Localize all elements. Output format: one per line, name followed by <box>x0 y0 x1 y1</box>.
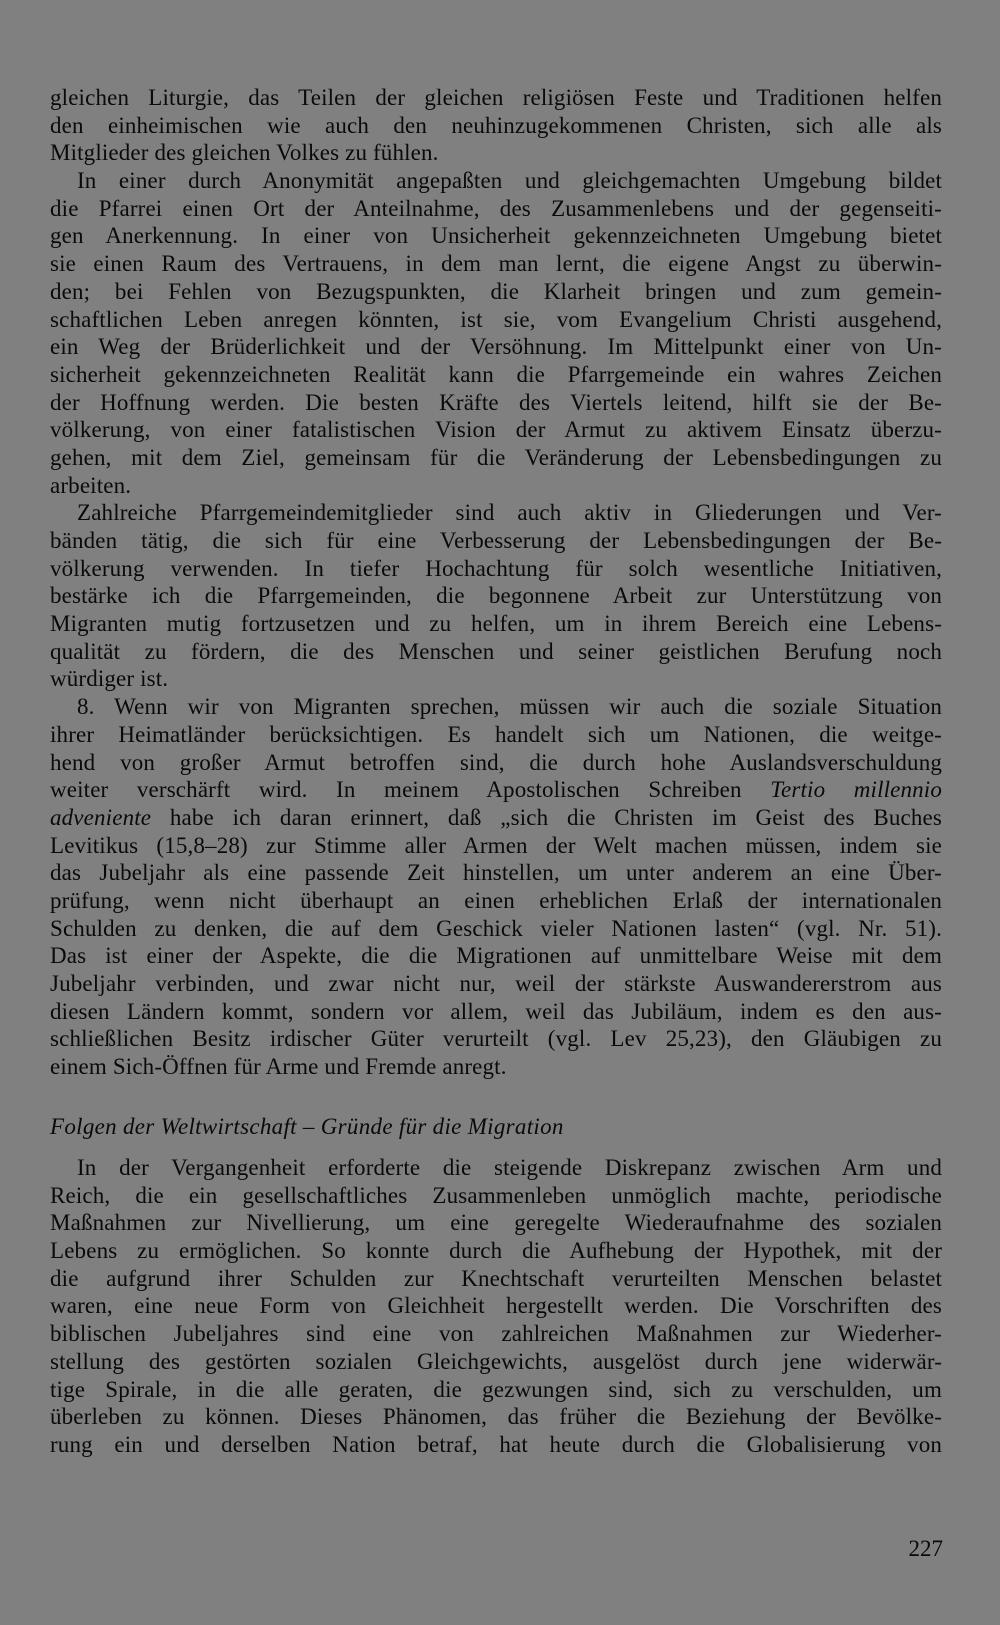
text-line <box>50 776 942 804</box>
book-title-italic: Tertio millennio <box>770 777 942 803</box>
text-line: biblischen Jubeljahres sind eine von zahlreichen Maßnahmen zur Wiederher- <box>50 1321 942 1347</box>
text-line: Mitglieder des gleichen Volkes zu fühlen. <box>50 140 439 166</box>
body-text-lower <box>50 1154 942 1459</box>
text-line: rung ein und derselben Nation betraf, hat heute durch die Globalisierung von <box>50 1431 942 1457</box>
text-line: Zahlreiche Pfarrgemeindemitglieder sind auch aktiv in Gliederungen und Ver- <box>77 500 942 526</box>
text-line: In einer durch Anonymität angepaßten und gleichgemachten Umgebung bildet <box>77 168 942 194</box>
text-line: Schulden zu denken, die auf dem Geschick vieler Nationen lasten“ (vgl. Nr. 51). <box>50 915 942 941</box>
section-heading: Folgen der Weltwirtschaft – Gründe für die Migration <box>50 1114 564 1139</box>
text-line: den einheimischen wie auch den neuhinzugekommenen Christen, sich alle als <box>50 112 942 138</box>
text-line: waren, eine neue Form von Gleichheit hergestellt werden. Die Vorschriften des <box>50 1293 942 1319</box>
text-line: ihrer Heimatländer berücksichtigen. Es handelt sich um Nationen, die weitge- <box>50 721 942 747</box>
page-number: 227 <box>908 1536 943 1561</box>
book-title-italic: adveniente <box>50 804 152 830</box>
text-line: In der Vergangenheit erforderte die steigende Diskrepanz zwischen Arm und <box>77 1155 942 1180</box>
text-line: Levitikus (15,8–28) zur Stimme aller Armen der Welt machen müssen, indem sie <box>50 832 942 858</box>
text-line: bänden tätig, die sich für eine Verbesserung der Lebensbedingungen der Be- <box>50 528 942 553</box>
text-line: sie einen Raum des Vertrauens, in dem man lernt, die eigene Angst zu überwin- <box>50 251 942 277</box>
text-line: gen Anerkennung. In einer von Unsicherheit gekennzeichneten Umgebung bietet <box>50 223 942 249</box>
text-line: arbeiten. <box>50 472 132 498</box>
text-line: die Pfarrei einen Ort der Anteilnahme, des Zusammenlebens und der gegenseiti- <box>50 195 942 221</box>
text-line: ein Weg der Brüderlichkeit und der Versöhnung. Im Mittelpunkt einer von Un- <box>50 334 942 360</box>
text-line: Maßnahmen zur Nivellierung, um eine geregelte Wiederaufnahme des sozialen <box>50 1210 942 1236</box>
text-line: gehen, mit dem Ziel, gemeinsam für die Veränderung der Lebensbedingungen zu <box>50 444 942 470</box>
text-line: das Jubeljahr als eine passende Zeit hinstellen, um unter anderem an eine Über- <box>50 860 942 886</box>
text-line: stellung des gestörten sozialen Gleichgewichts, ausgelöst durch jene widerwär- <box>50 1348 942 1374</box>
text-line: Das ist einer der Aspekte, die die Migrationen auf unmittelbare Weise mit dem <box>50 943 942 969</box>
text-line: tige Spirale, in die alle geraten, die gezwungen sind, sich zu verschulden, um <box>50 1376 942 1402</box>
text-line: diesen Ländern kommt, sondern vor allem, weil das Jubiläum, indem es den aus- <box>50 998 942 1024</box>
body-text-upper <box>50 84 942 1081</box>
text-line: Migranten mutig fortzusetzen und zu helfen, um in ihrem Bereich eine Lebens- <box>50 611 942 637</box>
text-line: schließlichen Besitz irdischer Güter verurteilt (vgl. Lev 25,23), den Gläubigen zu <box>50 1026 942 1052</box>
text-line: bestärke ich die Pfarrgemeinden, die begonnene Arbeit zur Unterstützung von <box>50 583 942 609</box>
text-line: völkerung verwenden. In tiefer Hochachtung für solch wesentliche Initiativen, <box>50 555 942 581</box>
text-line: die aufgrund ihrer Schulden zur Knechtschaft verurteilten Menschen belastet <box>50 1265 942 1291</box>
text-line: sicherheit gekennzeichneten Realität kann die Pfarrgemeinde ein wahres Zeichen <box>50 361 942 387</box>
text-line: 8. Wenn wir von Migranten sprechen, müssen wir auch die soziale Situation <box>77 694 942 720</box>
text-line: überleben zu können. Dieses Phänomen, das früher die Beziehung der Bevölke- <box>50 1404 942 1430</box>
text-line: würdiger ist. <box>50 666 169 692</box>
text-line: gleichen Liturgie, das Teilen der gleichen religiösen Feste und Traditionen helfen <box>50 85 942 110</box>
text-line: Jubeljahr verbinden, und zwar nicht nur, weil der stärkste Auswandererstrom aus <box>50 971 942 996</box>
text-line: den; bei Fehlen von Bezugspunkten, die Klarheit bringen und zum gemein- <box>50 278 942 304</box>
text-line: Reich, die ein gesellschaftliches Zusammenleben unmöglich machte, periodische <box>50 1182 942 1208</box>
text-line <box>50 804 942 832</box>
text-line-part: habe ich daran erinnert, daß „sich die Christen im Geist des Buches <box>169 804 943 830</box>
text-line: prüfung, wenn nicht überhaupt an einen erheblichen Erlaß der internationalen <box>50 887 942 913</box>
text-line: schaftlichen Leben anregen könnten, ist sie, vom Evangelium Christi ausgehend, <box>50 306 942 332</box>
text-line: hend von großer Armut betroffen sind, die durch hohe Auslandsverschuldung <box>50 749 942 775</box>
text-line: qualität zu fördern, die des Menschen und seiner geistlichen Berufung noch <box>50 638 942 664</box>
text-line: Lebens zu ermöglichen. So konnte durch die Aufhebung der Hypothek, mit der <box>50 1238 942 1264</box>
text-line: der Hoffnung werden. Die besten Kräfte des Viertels leitend, hilft sie der Be- <box>50 389 942 415</box>
text-line: einem Sich-Öffnen für Arme und Fremde anregt. <box>50 1054 507 1080</box>
text-line-part: weiter verschärft wird. In meinem Apostolischen Schreiben <box>50 777 742 803</box>
text-line: völkerung, von einer fatalistischen Vision der Armut zu aktivem Einsatz überzu- <box>50 417 942 443</box>
